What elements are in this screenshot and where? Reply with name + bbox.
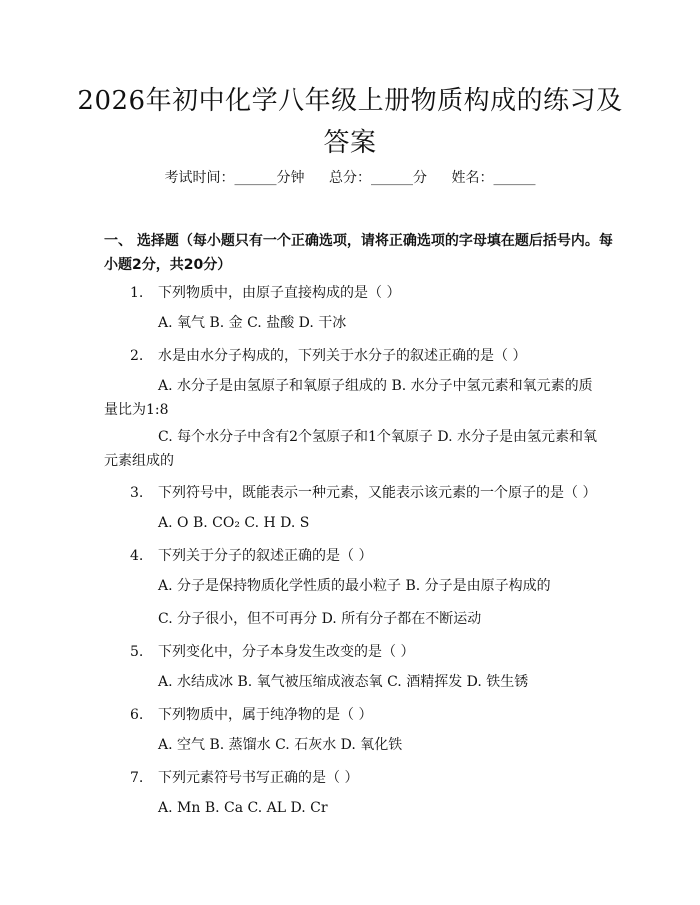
question-2-options-ab: A. 水分子是由氢原子和氧原子组成的 B. 水分子中氢元素和氧元素的质量比为1:8 <box>104 378 593 418</box>
question-number: 4. <box>130 548 144 564</box>
question-number: 5. <box>130 644 144 660</box>
question-number: 6. <box>130 707 144 723</box>
question-3 <box>130 483 610 503</box>
student-name-field: 姓名：______ <box>451 170 536 186</box>
question-2 <box>130 346 610 366</box>
exam-time-field: 考试时间：______分钟 <box>164 170 305 186</box>
question-2-options-cd: C. 每个水分子中含有2个氢原子和1个氧原子 D. 水分子是由氢元素和氧元素组成的 <box>104 429 598 469</box>
section-heading: 一、 选择题（每小题只有一个正确选项，请将正确选项的字母填在题后括号内。每小题2分，共20分） <box>104 233 613 273</box>
question-5-options: A. 水结成冰 B. 氧气被压缩成液态氧 C. 酒精挥发 D. 铁生锈 <box>158 674 529 690</box>
question-7 <box>130 768 610 788</box>
question-stem: 下列变化中，分子本身发生改变的是（ ） <box>158 644 415 660</box>
question-6 <box>130 705 610 725</box>
question-5 <box>130 642 610 662</box>
question-stem: 下列元素符号书写正确的是（ ） <box>158 770 359 786</box>
document-title: 2026年初中化学八年级上册物质构成的练习及答案 <box>77 86 623 158</box>
question-stem: 下列关于分子的叙述正确的是（ ） <box>158 548 373 564</box>
question-stem: 下列物质中，由原子直接构成的是（ ） <box>158 285 401 301</box>
question-stem: 下列物质中，属于纯净物的是（ ） <box>158 707 373 723</box>
question-number: 1. <box>130 285 144 301</box>
exam-meta <box>0 168 700 188</box>
question-4-options-ab: A. 分子是保持物质化学性质的最小粒子 B. 分子是由原子构成的 <box>158 578 551 594</box>
question-1 <box>130 283 610 303</box>
total-score-field: 总分：______分 <box>329 170 427 186</box>
question-stem: 水是由水分子构成的，下列关于水分子的叙述正确的是（ ） <box>158 348 527 364</box>
question-1-options: A. 氧气 B. 金 C. 盐酸 D. 干冰 <box>158 315 347 331</box>
question-3-options: A. O B. CO₂ C. H D. S <box>158 515 310 531</box>
question-6-options: A. 空气 B. 蒸馏水 C. 石灰水 D. 氧化铁 <box>158 737 403 753</box>
question-number: 3. <box>130 485 144 501</box>
question-stem: 下列符号中，既能表示一种元素，又能表示该元素的一个原子的是（ ） <box>158 485 597 501</box>
question-number: 2. <box>130 348 144 364</box>
question-7-options: A. Mn B. Ca C. AL D. Cr <box>158 800 328 816</box>
question-4-options-cd: C. 分子很小，但不可再分 D. 所有分子都在不断运动 <box>158 611 482 627</box>
question-number: 7. <box>130 770 144 786</box>
question-4 <box>130 546 610 566</box>
